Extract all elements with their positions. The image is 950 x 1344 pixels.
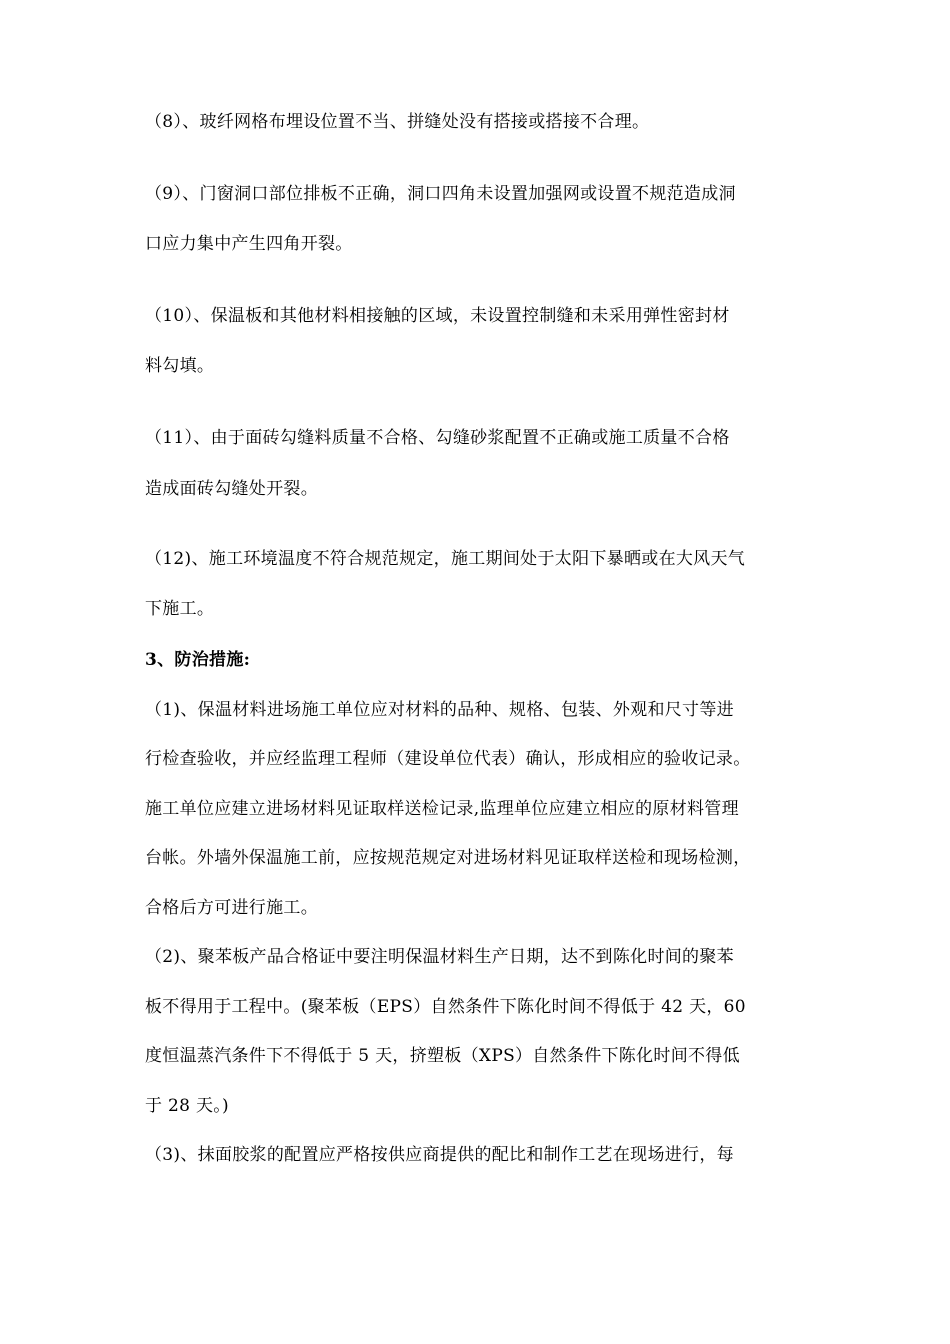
measure-2-line-2: 板不得用于工程中。(聚苯板（EPS）自然条件下陈化时间不得低于 42 天，60	[145, 997, 746, 1017]
section-heading: 3、防治措施:	[145, 650, 251, 670]
measure-1-line-1: （1)、保温材料进场施工单位应对材料的品种、规格、包装、外观和尺寸等进	[145, 700, 734, 720]
measure-1-line-2: 行检查验收，并应经监理工程师（建设单位代表）确认，形成相应的验收记录。	[145, 749, 751, 769]
paragraph-11-line-1: （11）、由于面砖勾缝料质量不合格、勾缝砂浆配置不正确或施工质量不合格	[145, 428, 730, 448]
paragraph-10-line-1: （10）、保温板和其他材料相接触的区域，未设置控制缝和未采用弹性密封材	[145, 306, 730, 326]
paragraph-9-line-2: 口应力集中产生四角开裂。	[145, 234, 353, 254]
measure-1-line-4: 台帐。外墙外保温施工前，应按规范规定对进场材料见证取样送检和现场检测，	[145, 848, 751, 868]
paragraph-11-line-2: 造成面砖勾缝处开裂。	[145, 479, 318, 499]
measure-2-line-1: （2)、聚苯板产品合格证中要注明保温材料生产日期，达不到陈化时间的聚苯	[145, 947, 734, 967]
paragraph-9-line-1: （9）、门窗洞口部位排板不正确，洞口四角未设置加强网或设置不规范造成洞	[145, 184, 736, 204]
paragraph-12-line-2: 下施工。	[145, 599, 215, 619]
paragraph-12-line-1: （12)、施工环境温度不符合规范规定，施工期间处于太阳下暴晒或在大风天气	[145, 549, 746, 569]
measure-1-line-3: 施工单位应建立进场材料见证取样送检记录,监理单位应建立相应的原材料管理	[145, 799, 739, 819]
measure-2-line-4: 于 28 天。)	[145, 1096, 229, 1116]
measure-1-line-5: 合格后方可进行施工。	[145, 898, 318, 918]
measure-3-line-1: （3)、抹面胶浆的配置应严格按供应商提供的配比和制作工艺在现场进行，每	[145, 1145, 734, 1165]
paragraph-8-line-1: （8）、玻纤网格布埋设位置不当、拼缝处没有搭接或搭接不合理。	[145, 112, 650, 132]
measure-2-line-3: 度恒温蒸汽条件下不得低于 5 天，挤塑板（XPS）自然条件下陈化时间不得低	[145, 1046, 740, 1066]
paragraph-10-line-2: 料勾填。	[145, 356, 215, 376]
